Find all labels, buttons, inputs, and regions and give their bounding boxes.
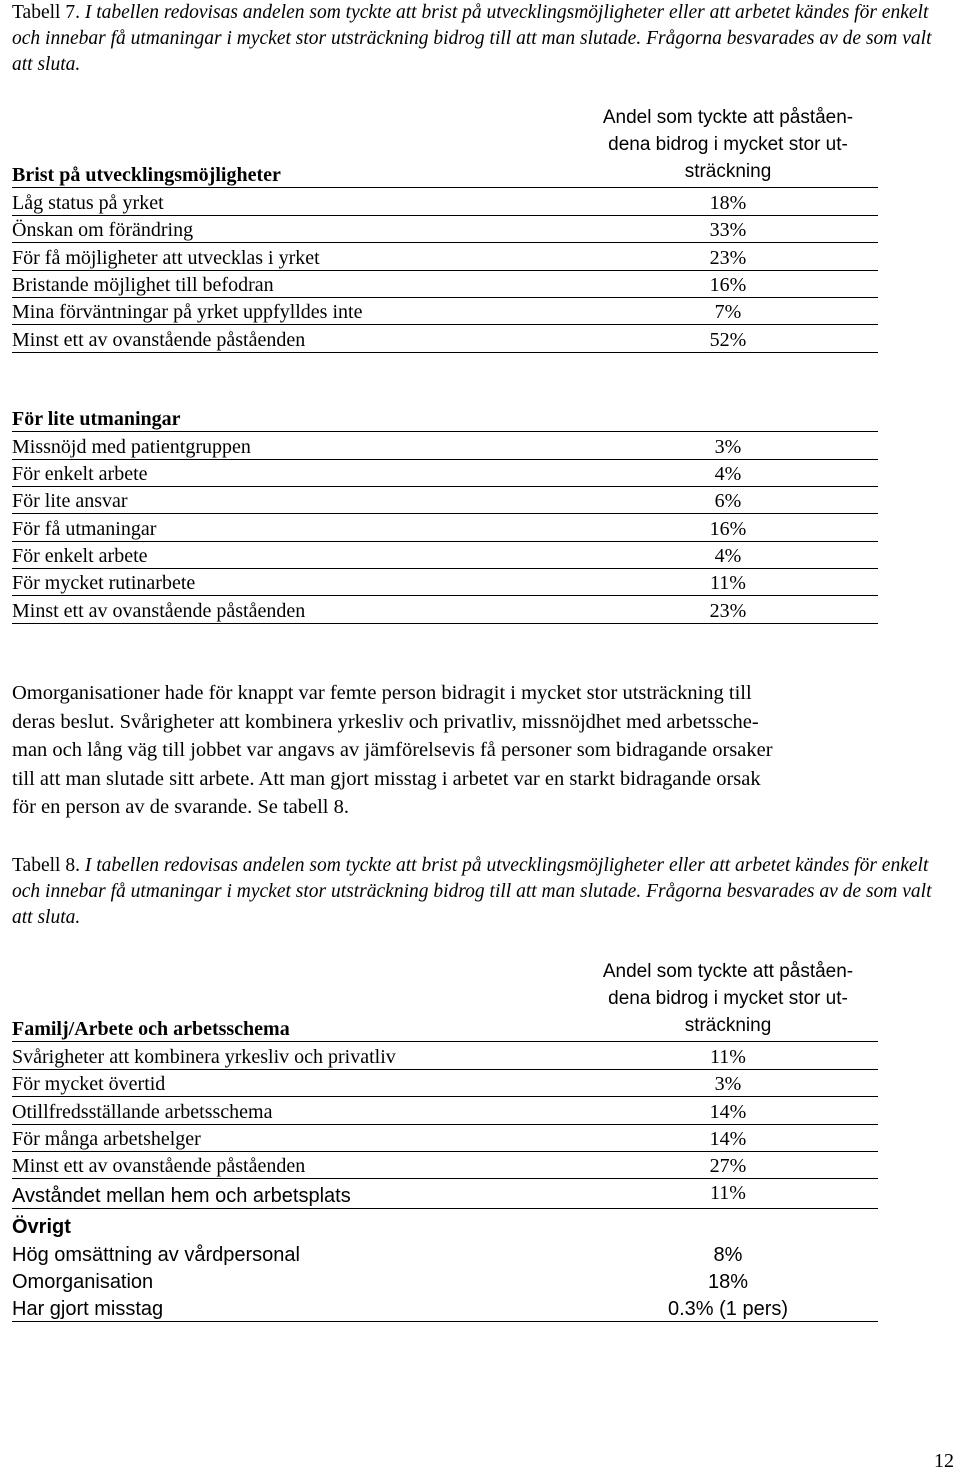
row-value: 33% [709,219,747,242]
row-label: Bristande möjlighet till befodran [12,273,274,296]
table8-caption [12,853,947,931]
table-row [12,569,878,596]
row-label: För få utmaningar [12,517,157,540]
row-label: Svårigheter att kombinera yrkesliv och privatliv [12,1045,396,1068]
row-value: 3% [714,435,742,458]
table-row [12,1179,878,1209]
paragraph-line: för en person av de svarande. Se tabell 8. [12,796,349,818]
row-value: 27% [709,1155,747,1178]
paragraph-line: till att man slutade sitt arbete. Att man gjort misstag i arbetet var en starkt bidragande orsak [12,767,761,790]
page-number: 12 [934,1450,954,1472]
row-value: 3% [714,1073,742,1096]
table8 [12,958,878,1322]
table8-col-header-line: dena bidrog i mycket stor ut- [608,988,848,1009]
row-value: 11% [710,1182,746,1205]
table-row [12,542,878,569]
paragraph-line: man och lång väg till jobbet var angavs av jämförelsevis få personer som bidragande orsaker [12,739,773,761]
table-row [12,271,878,298]
table8-caption-label: Tabell 8. [12,855,80,876]
table8-col-header-line: Andel som tyckte att påståen- [602,961,854,982]
table-row [12,514,878,541]
row-value: 18% [709,191,747,214]
row-label: Har gjort misstag [12,1297,164,1320]
table-row [12,1070,878,1097]
paragraph-line: deras beslut. Svårigheter att kombinera yrkesliv och privatliv, missnöjdhet med arbetssche- [12,710,759,733]
body-paragraph [12,679,947,822]
table-row [12,1125,878,1152]
row-label: Önskan om förändring [12,219,194,242]
row-label: För mycket övertid [12,1073,166,1096]
row-label: Minst ett av ovanstående påståenden [12,328,306,351]
row-value: 0.3% (1 pers) [667,1297,789,1320]
table8-column-header [578,958,878,1039]
table7-section2-header [12,405,878,432]
row-label: Avståndet mellan hem och arbetsplats [12,1185,351,1208]
table7-col-header-line: dena bidrog i mycket stor ut- [608,134,848,155]
row-value: 8% [713,1243,743,1266]
table-row [12,1239,878,1266]
row-value: 7% [714,301,742,324]
row-label: För få möjligheter att utvecklas i yrket [12,246,320,269]
section-title: För lite utmaningar [12,408,181,431]
table-row [12,1152,878,1179]
row-label: Minst ett av ovanstående påståenden [12,599,306,622]
row-label: Omorganisation [12,1271,154,1294]
row-label: För enkelt arbete [12,462,148,485]
row-value: 4% [714,462,742,485]
row-label: Otillfredsställande arbetsschema [12,1100,273,1123]
table-row [12,432,878,459]
section-title: Brist på utvecklingsmöjligheter [12,164,281,187]
row-value: 14% [709,1100,747,1123]
table-row [12,487,878,514]
row-label: För lite ansvar [12,490,128,513]
section-title: Familj/Arbete och arbetsschema [12,1018,290,1041]
table7-col-header-line: Andel som tyckte att påståen- [602,107,854,128]
table-row [12,1294,878,1321]
table-row [12,216,878,243]
row-value: 18% [707,1271,749,1294]
row-value: 4% [714,545,742,568]
row-value: 11% [710,1045,746,1068]
table-row [12,325,878,352]
row-label: Hög omsättning av vårdpersonal [12,1243,300,1266]
table-row [12,460,878,487]
table-row [12,298,878,325]
table7-column-header [578,104,878,185]
row-value: 11% [710,572,746,595]
row-value: 6% [714,490,742,513]
table8-section2-header [12,1209,878,1239]
table8-caption-text: I tabellen redovisas andelen som tyckte att brist på utvecklingsmöjligheter eller att arbetet kändes för enkelt och innebar få utmaningar i mycket stor utsträckning bidrog till att man slutade. Frågorna besvarades av de som valt att sluta. [12,855,932,928]
section-title: Övrigt [12,1216,71,1239]
row-value: 16% [709,517,747,540]
row-label: Låg status på yrket [12,191,164,214]
row-value: 14% [709,1127,747,1150]
row-value: 23% [709,246,747,269]
row-value: 52% [709,328,747,351]
table-row [12,1042,878,1069]
row-label: Mina förväntningar på yrket uppfylldes inte [12,301,363,324]
table7-caption-text: I tabellen redovisas andelen som tyckte att brist på utvecklingsmöjligheter eller att arbetet kändes för enkelt och innebar få utmaningar i mycket stor utsträckning bidrog till att man slutade. Frågorna besvarades av de som valt att sluta. [12,2,932,75]
row-label: För många arbetshelger [12,1127,201,1150]
table8-col-header-line: sträckning [684,1015,772,1036]
table7-caption-label: Tabell 7. [12,2,80,23]
row-value: 16% [709,273,747,296]
table7-col-header-line: sträckning [684,161,772,182]
row-value: 23% [709,599,747,622]
table7 [12,104,878,624]
table-row [12,596,878,623]
table-row [12,243,878,270]
row-label: Minst ett av ovanstående påståenden [12,1155,306,1178]
paragraph-line: Omorganisationer hade för knappt var femte person bidragit i mycket stor utsträckning till [12,682,752,704]
row-label: För enkelt arbete [12,545,148,568]
table-row [12,1097,878,1124]
table-row [12,188,878,215]
table-row [12,1267,878,1294]
row-label: Missnöjd med patientgruppen [12,435,251,458]
row-label: För mycket rutinarbete [12,572,196,595]
table7-caption [12,0,947,78]
